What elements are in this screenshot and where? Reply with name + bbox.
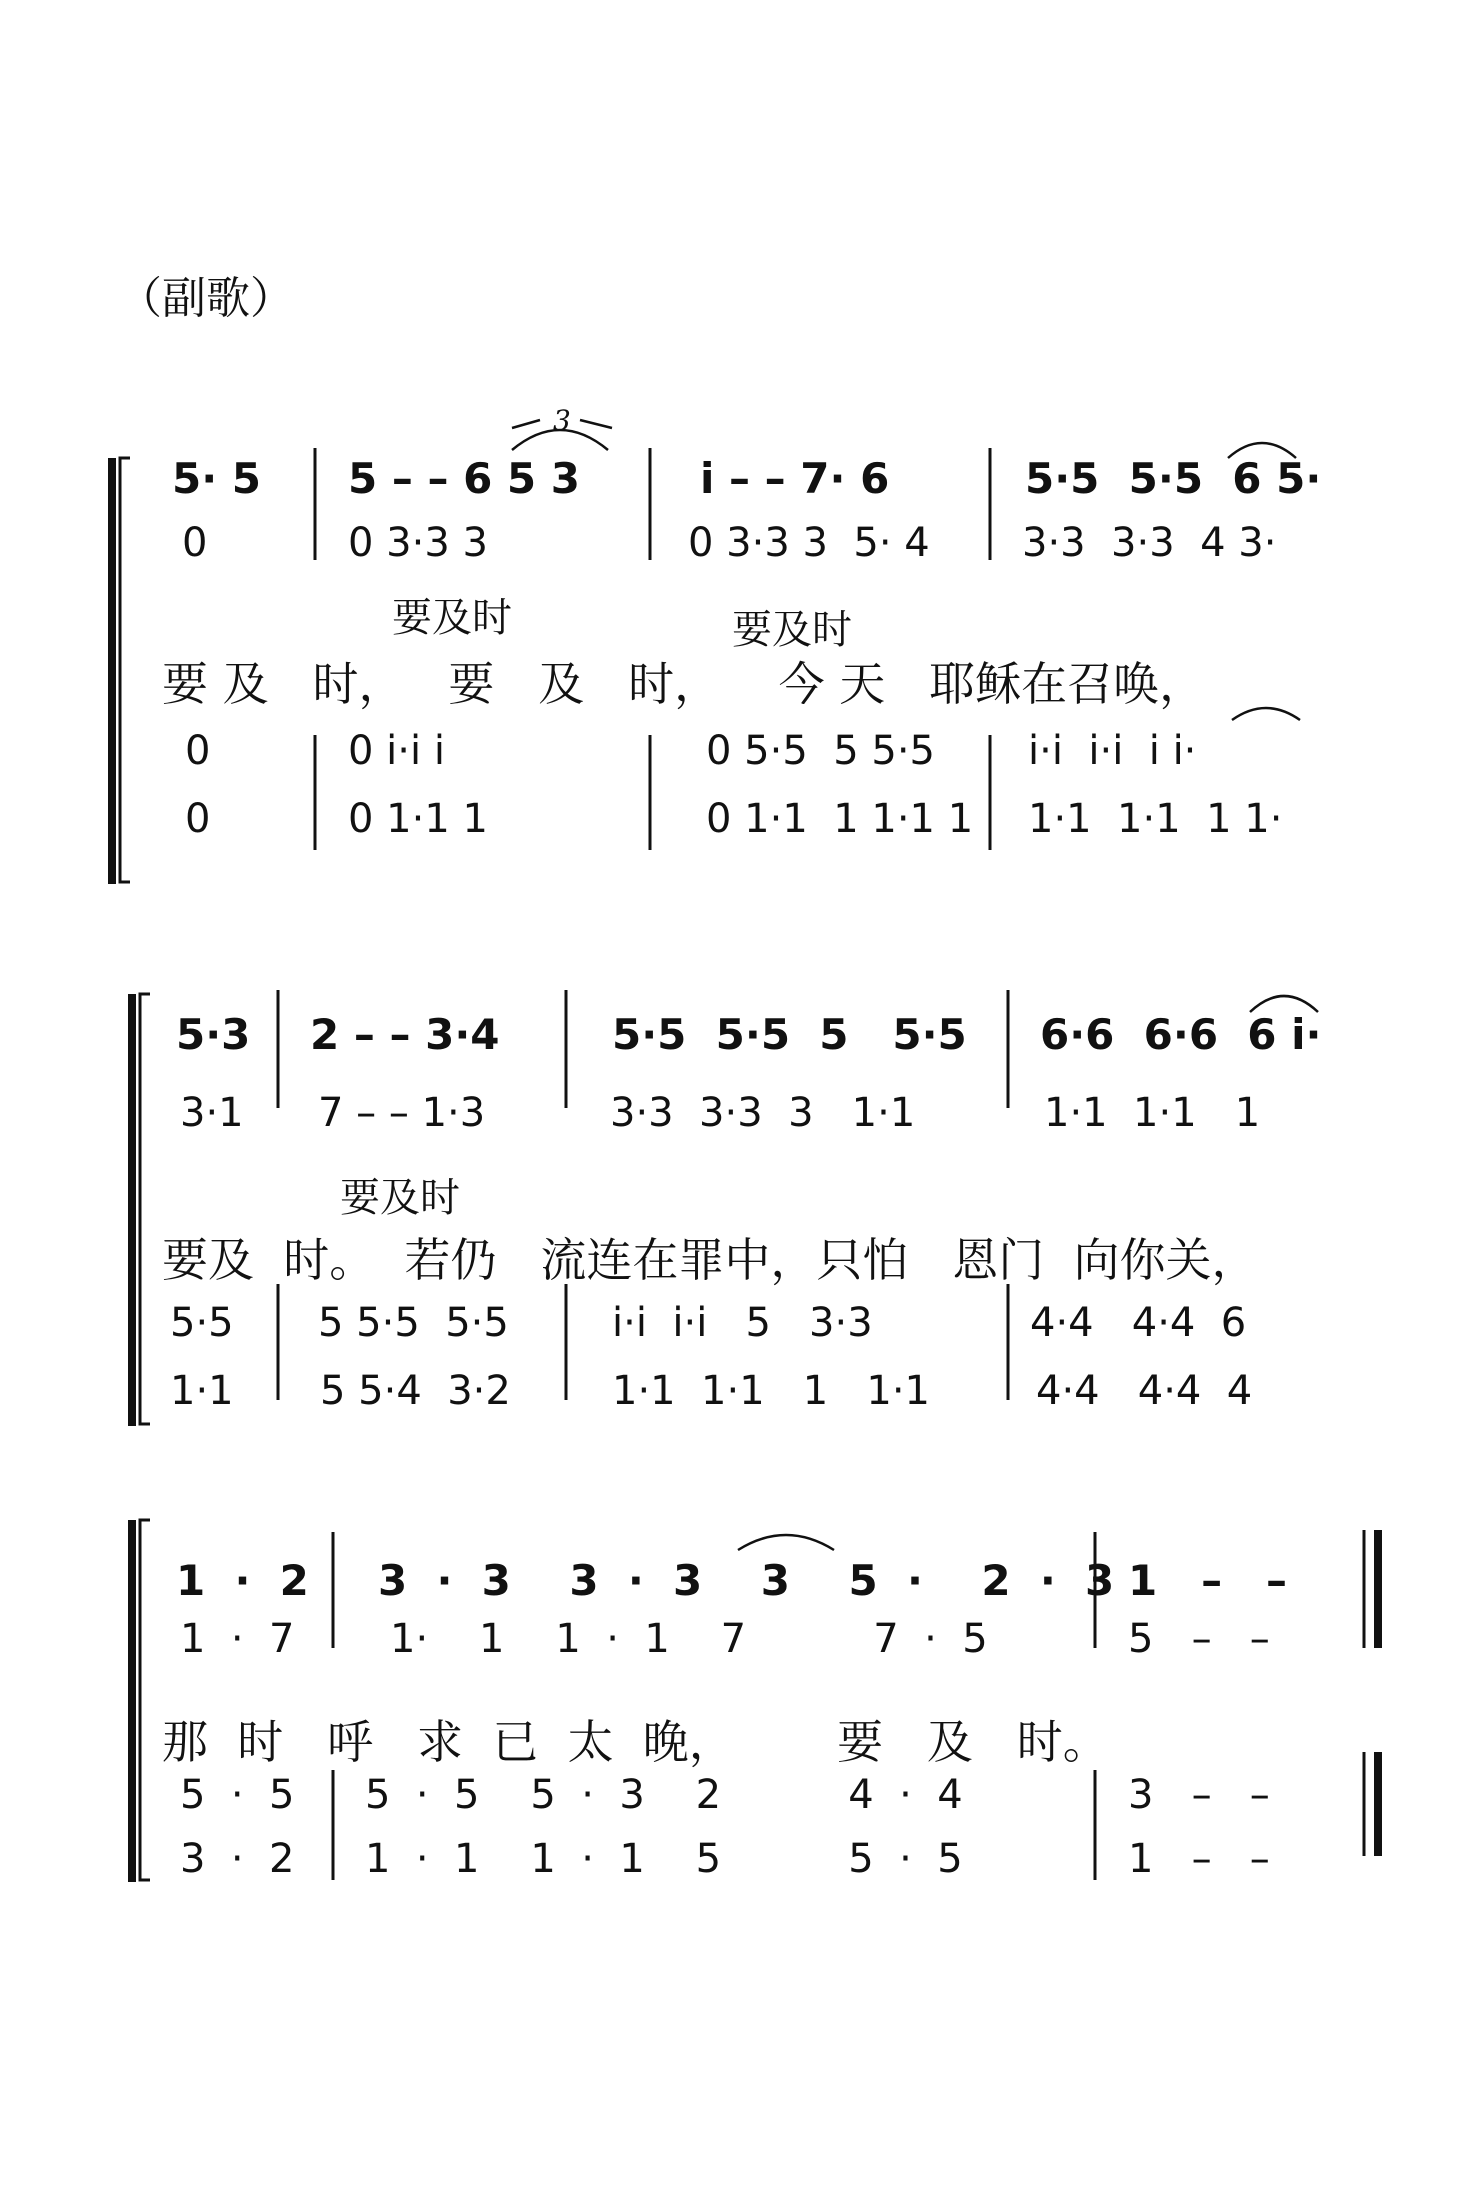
row1-bass-bar4: 1·1 1·1 1 1· bbox=[1028, 796, 1283, 842]
row2-bass-bar3: 1·1 1·1 1 1·1 bbox=[612, 1368, 931, 1414]
row1-alto-bar4: 3·3 3·3 4 3· bbox=[1022, 520, 1277, 566]
row3-tenor-bar1: 5 · 5 bbox=[180, 1772, 295, 1818]
row2-tenor-bar4: 4·4 4·4 6 bbox=[1030, 1300, 1247, 1346]
row2-alto-bar1: 3·1 bbox=[180, 1090, 244, 1136]
row2-melody-bar2: 2 – – 3·4 bbox=[310, 1010, 500, 1059]
row3-bass-bar1: 3 · 2 bbox=[180, 1836, 295, 1882]
row3-melody-bar2: 3 · 3 3 · 3 3 5 · 2 · 3 bbox=[378, 1556, 1115, 1605]
row3-alto-bar2: 1· 1 1 · 1 7 7 · 5 bbox=[390, 1616, 988, 1662]
row3-lyrics: 那 时 呼 求 已 太 晚， 要 及 时。 bbox=[162, 1715, 1109, 1769]
row2-tenor-bar3: i·i i·i 5 3·3 bbox=[612, 1300, 873, 1346]
row3-melody-bar1: 1 · 2 bbox=[176, 1556, 309, 1605]
row3-tenor-bar2: 5 · 5 5 · 3 2 4 · 4 bbox=[365, 1772, 963, 1818]
row2-bass-bar2: 5 5·4 3·2 bbox=[320, 1368, 511, 1414]
row1-alto-bar1: 0 bbox=[182, 520, 208, 566]
row2-melody-bar3: 5·5 5·5 5 5·5 bbox=[612, 1010, 967, 1059]
tuplet-number: 3 bbox=[553, 404, 571, 437]
row1-melody-bar3: i – – 7· 6 bbox=[700, 454, 890, 503]
row1-sub-lyric-1: 要及时 bbox=[392, 595, 512, 641]
row2-alto-bar4: 1·1 1·1 1 bbox=[1044, 1090, 1261, 1136]
row2-bass-bar4: 4·4 4·4 4 bbox=[1036, 1368, 1253, 1414]
row3-alto-bar3: 5 – – bbox=[1128, 1616, 1270, 1662]
row2-tenor-bar1: 5·5 bbox=[170, 1300, 234, 1346]
row2-alto-bar2: 7 – – 1·3 bbox=[318, 1090, 486, 1136]
row2-tenor-bar2: 5 5·5 5·5 bbox=[318, 1300, 509, 1346]
row1-bass-bar1: 0 bbox=[185, 796, 211, 842]
row3-bass-bar2: 1 · 1 1 · 1 5 5 · 5 bbox=[365, 1836, 963, 1882]
row3-melody-bar3: 1 – – bbox=[1128, 1556, 1287, 1605]
row3-alto-bar1: 1 · 7 bbox=[180, 1616, 295, 1662]
section-label: （副歌） bbox=[118, 273, 294, 324]
row1-sub-lyric-2: 要及时 bbox=[732, 607, 852, 653]
row2-alto-bar3: 3·3 3·3 3 1·1 bbox=[610, 1090, 916, 1136]
row2-melody-bar1: 5·3 bbox=[176, 1010, 251, 1059]
row1-melody-bar2: 5 – – 6 5 3 bbox=[348, 454, 581, 503]
row1-tenor-bar3: 0 5·5 5 5·5 bbox=[706, 728, 935, 774]
row2-bass-bar1: 1·1 bbox=[170, 1368, 234, 1414]
row1-bass-bar2: 0 1·1 1 bbox=[348, 796, 488, 842]
row1-tenor-bar4: i·i i·i i i· bbox=[1028, 728, 1197, 774]
row1-bass-bar3: 0 1·1 1 1·1 1 bbox=[706, 796, 974, 842]
row1-alto-bar2: 0 3·3 3 bbox=[348, 520, 488, 566]
row1-tenor-bar2: 0 i·i i bbox=[348, 728, 445, 774]
row1-melody-bar1: 5· 5 bbox=[172, 454, 262, 503]
row1-alto-bar3: 0 3·3 3 5· 4 bbox=[688, 520, 930, 566]
row3-tenor-bar3: 3 – – bbox=[1128, 1772, 1270, 1818]
row1-melody-bar4: 5·5 5·5 6 5· bbox=[1025, 454, 1322, 503]
row1-tenor-bar1: 0 bbox=[185, 728, 211, 774]
row2-melody-bar4: 6·6 6·6 6 i· bbox=[1040, 1010, 1322, 1059]
row2-lyrics: 要及 时。 若仍 流连在罪中，只怕 恩门 向你关， bbox=[162, 1233, 1258, 1287]
row1-lyrics: 要 及 时， 要 及 时， 今 天 耶稣在召唤， bbox=[162, 657, 1206, 711]
row3-bass-bar3: 1 – – bbox=[1128, 1836, 1270, 1882]
row2-sub-lyric-1: 要及时 bbox=[340, 1175, 460, 1221]
